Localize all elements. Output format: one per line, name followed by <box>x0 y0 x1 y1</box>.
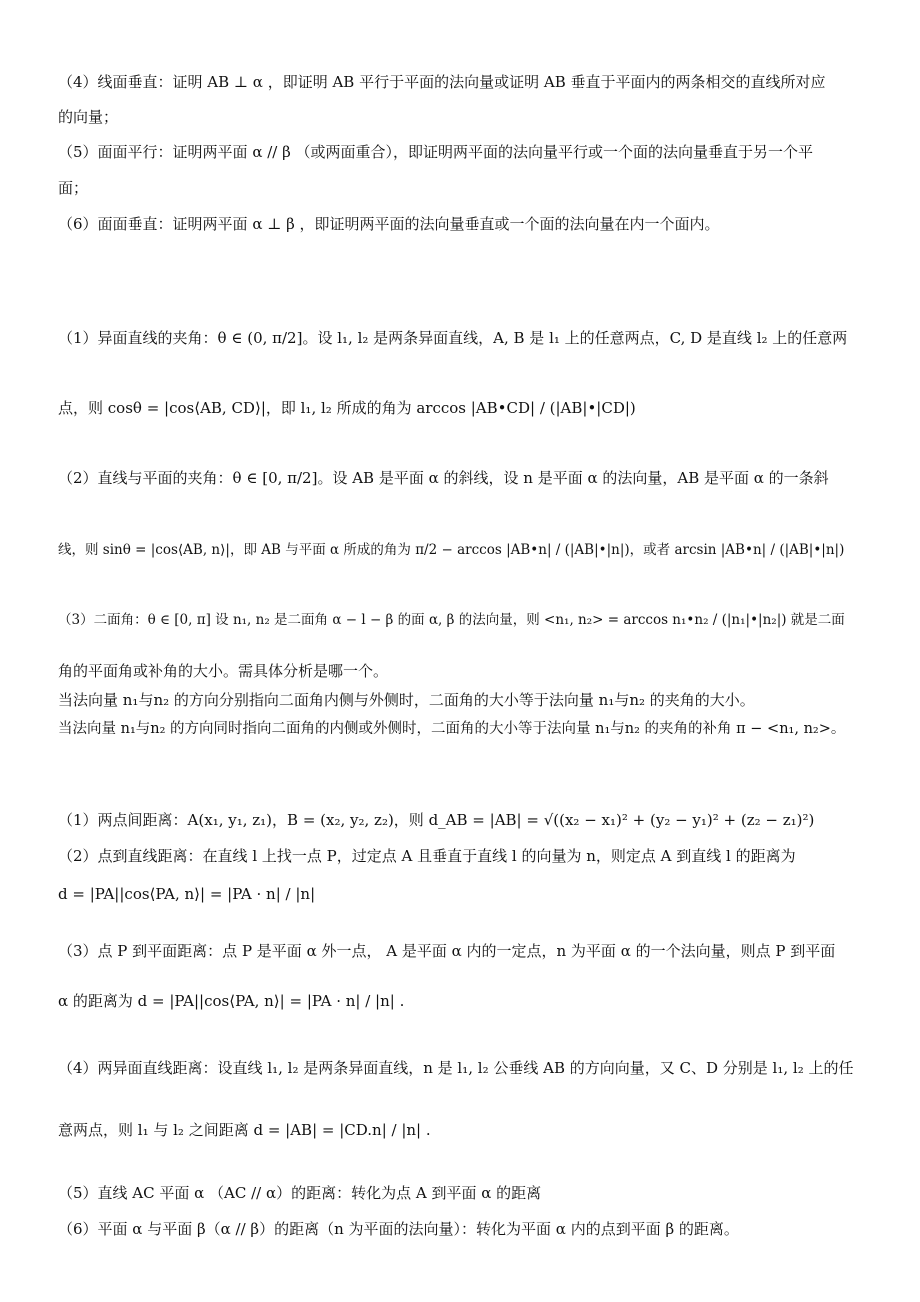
text-line: 点，则 cosθ = |cos⟨AB, CD⟩|，即 l₁, l₂ 所成的角为 arccos |AB•CD| / (|AB|•|CD|) <box>58 399 636 417</box>
text-line: 当法向量 n₁与n₂ 的方向同时指向二面角的内侧或外侧时，二面角的大小等于法向量 n₁与n₂ 的夹角的补角 π − <n₁, n₂>。 <box>58 721 846 737</box>
text-line: （2）直线与平面的夹角：θ ∈ [0, π/2]。设 AB 是平面 α 的斜线，设 n 是平面 α 的法向量，AB 是平面 α 的一条斜 <box>58 469 829 487</box>
text-line: 的向量； <box>58 108 119 126</box>
text-line: 意两点，则 l₁ 与 l₂ 之间距离 d = |AB| = |CD.n| / |n| . <box>58 1121 431 1139</box>
text-line: 当法向量 n₁与n₂ 的方向分别指向二面角内侧与外侧时，二面角的大小等于法向量 n₁与n₂ 的夹角的大小。 <box>58 691 755 709</box>
text-line: （6）面面垂直：证明两平面 α ⊥ β ，即证明两平面的法向量垂直或一个面的法向量在内一个面内。 <box>58 215 720 233</box>
text-line: 面； <box>58 179 89 197</box>
text-line: 角的平面角或补角的大小。需具体分析是哪一个。 <box>58 662 389 680</box>
text-line: （1）两点间距离：A(x₁, y₁, z₁)，B = (x₂, y₂, z₂)，则 d_AB = |AB| = √((x₂ − x₁)² + (y₂ − y₁)² + (z₂ − z₁)²) <box>58 811 815 829</box>
text-line: α 的距离为 d = |PA||cos⟨PA, n⟩| = |PA · n| / |n| . <box>58 992 405 1010</box>
text-line: （2）点到直线距离：在直线 l 上找一点 P，过定点 A 且垂直于直线 l 的向量为 n，则定点 A 到直线 l 的距离为 <box>58 847 796 865</box>
text-line: 线，则 sinθ = |cos⟨AB, n⟩|，即 AB 与平面 α 所成的角为 π/2 − arccos |AB•n| / (|AB|•|n|)，或者 arcsin |AB•n| / (|AB|•|n|) <box>58 542 845 558</box>
text-line: （4）两异面直线距离：设直线 l₁, l₂ 是两条异面直线，n 是 l₁, l₂ 公垂线 AB 的方向向量，又 C、D 分别是 l₁, l₂ 上的任 <box>58 1059 854 1077</box>
text-line: （3）点 P 到平面距离：点 P 是平面 α 外一点， A 是平面 α 内的一定点，n 为平面 α 的一个法向量，则点 P 到平面 <box>58 942 836 960</box>
text-line: （4）线面垂直：证明 AB ⊥ α ，即证明 AB 平行于平面的法向量或证明 AB 垂直于平面内的两条相交的直线所对应 <box>58 73 826 91</box>
text-line: （5）直线 AC 平面 α （AC // α）的距离：转化为点 A 到平面 α 的距离 <box>58 1184 542 1202</box>
text-line: （6）平面 α 与平面 β（α // β）的距离（n 为平面的法向量）：转化为平面 α 内的点到平面 β 的距离。 <box>58 1220 739 1238</box>
text-line: （1）异面直线的夹角：θ ∈ (0, π/2]。设 l₁, l₂ 是两条异面直线，A, B 是 l₁ 上的任意两点，C, D 是直线 l₂ 上的任意两 <box>58 329 848 347</box>
text-line: （3）二面角：θ ∈ [0, π] 设 n₁, n₂ 是二面角 α − l − β 的面 α, β 的法向量，则 <n₁, n₂> = arccos n₁•n₂ / (|n₁|•|n₂|) 就是二面 <box>58 612 845 628</box>
text-line: d = |PA||cos⟨PA, n⟩| = |PA · n| / |n| <box>58 885 316 903</box>
text-line: （5）面面平行：证明两平面 α // β （或两面重合），即证明两平面的法向量平行或一个面的法向量垂直于另一个平 <box>58 143 814 161</box>
